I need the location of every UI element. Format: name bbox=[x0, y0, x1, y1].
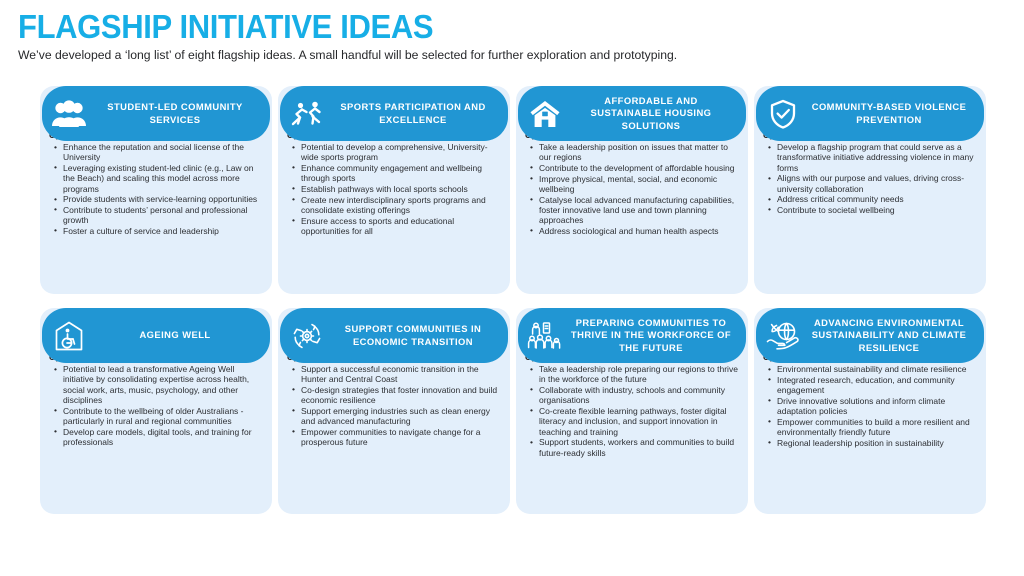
list-item: • Take a leadership role preparing our regions to thrive in the workforce of the future bbox=[538, 364, 739, 385]
opportunity-point-list bbox=[49, 142, 263, 236]
list-item: • Develop care models, digital tools, and training for professionals bbox=[62, 427, 263, 448]
idea-card-support-communities-in-economic-transition[interactable] bbox=[278, 308, 510, 514]
list-item: • Contribute to societal wellbeing bbox=[776, 205, 977, 215]
shield-check-icon bbox=[764, 95, 802, 133]
idea-card-sports-participation-and-excellence[interactable] bbox=[278, 86, 510, 294]
card-header[interactable] bbox=[280, 308, 508, 363]
list-item: • Aligns with our purpose and values, driving cross-university collaboration bbox=[776, 173, 977, 194]
hand-globe-leaf-icon bbox=[764, 317, 802, 355]
hands-gear-cycle-icon bbox=[288, 317, 326, 355]
list-item: • Environmental sustainability and climate resilience bbox=[776, 364, 977, 374]
card-header[interactable] bbox=[756, 308, 984, 363]
list-item: • Support a successful economic transition in the Hunter and Central Coast bbox=[300, 364, 501, 385]
list-item: • Contribute to students’ personal and professional growth bbox=[62, 205, 263, 226]
card-title: STUDENT-LED COMMUNITY SERVICES bbox=[107, 101, 243, 125]
idea-card-affordable-and-sustainable-housing-solutions[interactable] bbox=[516, 86, 748, 294]
list-item: • Improve physical, mental, social, and economic wellbeing bbox=[538, 174, 739, 195]
list-item: • Leveraging existing student-led clinic (e.g., Law on the Beach) and scaling this model across more programs bbox=[62, 163, 263, 194]
card-header[interactable] bbox=[518, 86, 746, 141]
list-item: • Support students, workers and communities to build future-ready skills bbox=[538, 437, 739, 458]
card-header[interactable] bbox=[280, 86, 508, 141]
list-item: • Address sociological and human health aspects bbox=[538, 226, 739, 236]
opportunity-point-list bbox=[763, 142, 977, 215]
list-item: • Catalyse local advanced manufacturing capabilities, foster innovative land use and town planning approaches bbox=[538, 195, 739, 226]
idea-card-preparing-communities-workforce-of-the-future[interactable] bbox=[516, 308, 748, 514]
opportunity-point-list bbox=[287, 142, 501, 236]
list-item: • Develop a flagship program that could serve as a transformative initiative addressing violence in many forms bbox=[776, 142, 977, 173]
opportunity-point-list bbox=[525, 364, 739, 458]
list-item: • Ensure access to sports and educational opportunities for all bbox=[300, 216, 501, 237]
house-home-icon bbox=[526, 95, 564, 133]
list-item: • Take a leadership position on issues that matter to our regions bbox=[538, 142, 739, 163]
card-title: PREPARING COMMUNITIES TO THRIVE IN THE WORKFORCE OF THE FUTURE bbox=[570, 316, 732, 353]
list-item: • Contribute to the wellbeing of older Australians - particularly in rural and regional communities bbox=[62, 406, 263, 427]
list-item: • Establish pathways with local sports schools bbox=[300, 184, 501, 194]
card-title: COMMUNITY-BASED VIOLENCE PREVENTION bbox=[811, 101, 967, 125]
opportunity-point-list bbox=[525, 142, 739, 236]
list-item: • Potential to lead a transformative Ageing Well initiative by consolidating expertise across health, social work, arts, music, psychology, and other disciplines bbox=[62, 364, 263, 405]
card-header[interactable] bbox=[756, 86, 984, 141]
card-title: SUPPORT COMMUNITIES IN ECONOMIC TRANSITION bbox=[344, 323, 482, 347]
list-item: • Regional leadership position in sustainability bbox=[776, 438, 977, 448]
card-header[interactable] bbox=[42, 86, 270, 141]
list-item: • Empower communities to build a more resilient and environmentally friendly future bbox=[776, 417, 977, 438]
idea-card-ageing-well[interactable] bbox=[40, 308, 272, 514]
list-item: • Potential to develop a comprehensive, University-wide sports program bbox=[300, 142, 501, 163]
card-title: SPORTS PARTICIPATION AND EXCELLENCE bbox=[340, 101, 486, 125]
flagship-idea-grid bbox=[40, 86, 990, 514]
list-item: • Integrated research, education, and community engagement bbox=[776, 375, 977, 396]
list-item: • Create new interdisciplinary sports programs and consolidate existing offerings bbox=[300, 195, 501, 216]
idea-card-student-led-community-services[interactable] bbox=[40, 86, 272, 294]
list-item: • Co-design strategies that foster innovation and build economic resilience bbox=[300, 385, 501, 406]
wheelchair-house-icon bbox=[50, 317, 88, 355]
list-item: • Address critical community needs bbox=[776, 194, 977, 204]
list-item: • Enhance the reputation and social license of the University bbox=[62, 142, 263, 163]
list-item: • Co-create flexible learning pathways, foster digital literacy and inclusion, and support innovation in teaching and training bbox=[538, 406, 739, 437]
list-item: • Collaborate with industry, schools and community organisations bbox=[538, 385, 739, 406]
idea-card-community-based-violence-prevention[interactable] bbox=[754, 86, 986, 294]
list-item: • Provide students with service-learning opportunities bbox=[62, 194, 263, 204]
page-title: FLAGSHIP INITIATIVE IDEAS bbox=[18, 8, 434, 45]
list-item: • Empower communities to navigate change for a prosperous future bbox=[300, 427, 501, 448]
opportunity-point-list bbox=[287, 364, 501, 448]
list-item: • Drive innovative solutions and inform climate adaptation policies bbox=[776, 396, 977, 417]
opportunity-point-list bbox=[49, 364, 263, 447]
list-item: • Foster a culture of service and leadership bbox=[62, 226, 263, 236]
runners-sports-icon bbox=[288, 95, 326, 133]
card-header[interactable] bbox=[518, 308, 746, 363]
opportunity-point-list bbox=[763, 364, 977, 448]
idea-card-advancing-environmental-sustainability-and-climate-resilience[interactable] bbox=[754, 308, 986, 514]
community-workforce-icon bbox=[526, 317, 564, 355]
card-header[interactable] bbox=[42, 308, 270, 363]
card-title: ADVANCING ENVIRONMENTAL SUSTAINABILITY AND CLIMATE RESILIENCE bbox=[811, 316, 967, 353]
card-title: AGEING WELL bbox=[139, 329, 211, 341]
list-item: • Enhance community engagement and wellbeing through sports bbox=[300, 163, 501, 184]
page-subtitle: We’ve developed a ‘long list’ of eight flagship ideas. A small handful will be selected for further exploration and prototyping. bbox=[18, 48, 678, 62]
list-item: • Support emerging industries such as clean energy and advanced manufacturing bbox=[300, 406, 501, 427]
list-item: • Contribute to the development of affordable housing bbox=[538, 163, 739, 173]
people-group-icon bbox=[50, 95, 88, 133]
card-title: AFFORDABLE AND SUSTAINABLE HOUSING SOLUTIONS bbox=[590, 94, 712, 131]
